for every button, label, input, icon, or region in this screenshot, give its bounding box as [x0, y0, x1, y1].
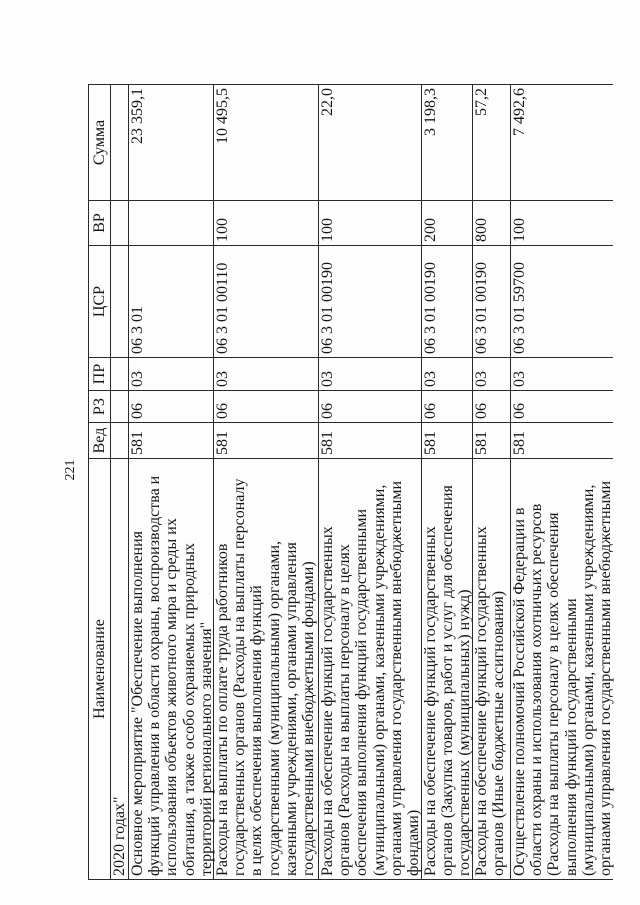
- cell-vr: [111, 200, 129, 245]
- name-line: органами управления государственными внебюджетными: [387, 480, 405, 876]
- cell-vr: 200: [422, 200, 473, 245]
- cell-ved: 581: [473, 422, 511, 458]
- cell-name: [319, 458, 422, 879]
- table-row: [319, 84, 422, 879]
- name-line: Расходы на выплаты по оплате труда работников: [214, 543, 231, 876]
- cell-csr: 06 3 01 59700: [511, 245, 613, 357]
- name-line: (муниципальными) органами, казенными учреждениями,: [370, 484, 388, 876]
- cell-pr: 03: [422, 357, 473, 390]
- cell-name: [473, 458, 511, 879]
- header-csr: ЦСР: [89, 245, 111, 357]
- name-line: обитания, а также особо охраняемых природных: [180, 543, 198, 876]
- cell-rz: [111, 390, 129, 422]
- cell-sum: 57,2: [473, 84, 511, 200]
- table-row: [511, 84, 613, 879]
- cell-pr: 03: [473, 357, 511, 390]
- cell-csr: 06 3 01 00110: [214, 245, 319, 357]
- cell-sum: [111, 84, 129, 200]
- cell-vr: [129, 200, 214, 245]
- name-line: фондами): [405, 809, 423, 876]
- cell-rz: 06: [473, 390, 511, 422]
- name-line: 2020 годах": [111, 796, 128, 876]
- cell-ved: [111, 422, 129, 458]
- cell-vr: 800: [473, 200, 511, 245]
- cell-csr: 06 3 01 00190: [473, 245, 511, 357]
- table-row: [422, 84, 473, 879]
- cell-rz: 06: [319, 390, 422, 422]
- table-header-row: [89, 84, 111, 879]
- name-line: использования объектов животного мира и среды их: [163, 518, 181, 876]
- cell-pr: 03: [129, 357, 214, 390]
- name-line: Расходы на обеспечение функций государственных: [319, 526, 336, 876]
- cell-ved: 581: [214, 422, 319, 458]
- name-line: Основное мероприятие "Обеспечение выполнения: [129, 530, 146, 876]
- header-name: Наименование: [89, 458, 111, 879]
- cell-sum: 7 492,6: [511, 84, 613, 200]
- table-row: [214, 84, 319, 879]
- name-line: Расходы на обеспечение функций государственных: [422, 526, 439, 876]
- name-line: выполнения функций государственными: [562, 598, 580, 876]
- name-line: органов (Иные бюджетные ассигнования): [490, 590, 508, 876]
- cell-name: [129, 458, 214, 879]
- cell-sum: 3 198,3: [422, 84, 473, 200]
- cell-name: [422, 458, 473, 879]
- name-line: государственных органов (Расходы на выплаты персоналу: [231, 478, 249, 876]
- cell-sum: 22,0: [319, 84, 422, 200]
- cell-rz: 06: [129, 390, 214, 422]
- cell-rz: 06: [214, 390, 319, 422]
- header-ved: Вед: [89, 422, 111, 458]
- cell-pr: 03: [511, 357, 613, 390]
- name-line: государственными внебюджетными фондами): [300, 561, 318, 876]
- cell-ved: 581: [511, 422, 613, 458]
- name-line: функций управления в области охраны, воспроизводства и: [146, 475, 164, 876]
- cell-sum: 10 495,5: [214, 84, 319, 200]
- cell-csr: 06 3 01: [129, 245, 214, 357]
- cell-vr: 100: [511, 200, 613, 245]
- name-line: казенными учреждениями, органами управления: [282, 542, 300, 876]
- name-line: области охраны и использования охотничьих ресурсов: [528, 503, 546, 876]
- name-line: Расходы на обеспечение функций государственных: [473, 526, 490, 876]
- name-line: органов (Закупка товаров, работ и услуг для обеспечения: [439, 485, 457, 876]
- name-line: государственных (муниципальных) нужд): [456, 589, 474, 876]
- name-line: (Расходы на выплаты персоналу в целях обеспечения: [545, 512, 563, 876]
- cell-vr: 100: [214, 200, 319, 245]
- name-line: Осуществление полномочий Российской Федерации в: [511, 507, 528, 876]
- table-row: [129, 84, 214, 879]
- cell-rz: 06: [511, 390, 613, 422]
- cell-pr: [111, 357, 129, 390]
- cell-vr: 100: [319, 200, 422, 245]
- header-sum: Сумма: [89, 84, 111, 200]
- cell-ved: 581: [319, 422, 422, 458]
- cell-csr: [111, 245, 129, 357]
- table-row: [111, 84, 129, 879]
- cell-rz: 06: [422, 390, 473, 422]
- budget-table: [88, 84, 613, 880]
- header-vr: ВР: [89, 200, 111, 245]
- header-pr: ПР: [89, 357, 111, 390]
- cell-name: [511, 458, 613, 879]
- header-rz: РЗ: [89, 390, 111, 422]
- cell-ved: 581: [129, 422, 214, 458]
- name-line: органами управления государственными внебюджетными: [597, 480, 615, 876]
- name-line: территорий регионального значения": [197, 621, 215, 876]
- name-line: обеспечения выполнения функций государственными: [353, 508, 371, 876]
- cell-csr: 06 3 01 00190: [319, 245, 422, 357]
- cell-ved: 581: [422, 422, 473, 458]
- page-number: 221: [63, 459, 78, 481]
- cell-name: [111, 458, 129, 879]
- cell-csr: 06 3 01 00190: [422, 245, 473, 357]
- name-line: государственными (муниципальными) органами,: [265, 540, 283, 876]
- cell-sum: 23 359,1: [129, 84, 214, 200]
- name-line: органов (Расходы на выплаты персоналу в целях: [336, 544, 354, 876]
- cell-pr: 03: [319, 357, 422, 390]
- cell-name: [214, 458, 319, 879]
- name-line: в целях обеспечения выполнения функций: [248, 585, 266, 876]
- name-line: (муниципальными) органами, казенными учреждениями,: [579, 484, 597, 876]
- cell-pr: 03: [214, 357, 319, 390]
- table-row: [473, 84, 511, 879]
